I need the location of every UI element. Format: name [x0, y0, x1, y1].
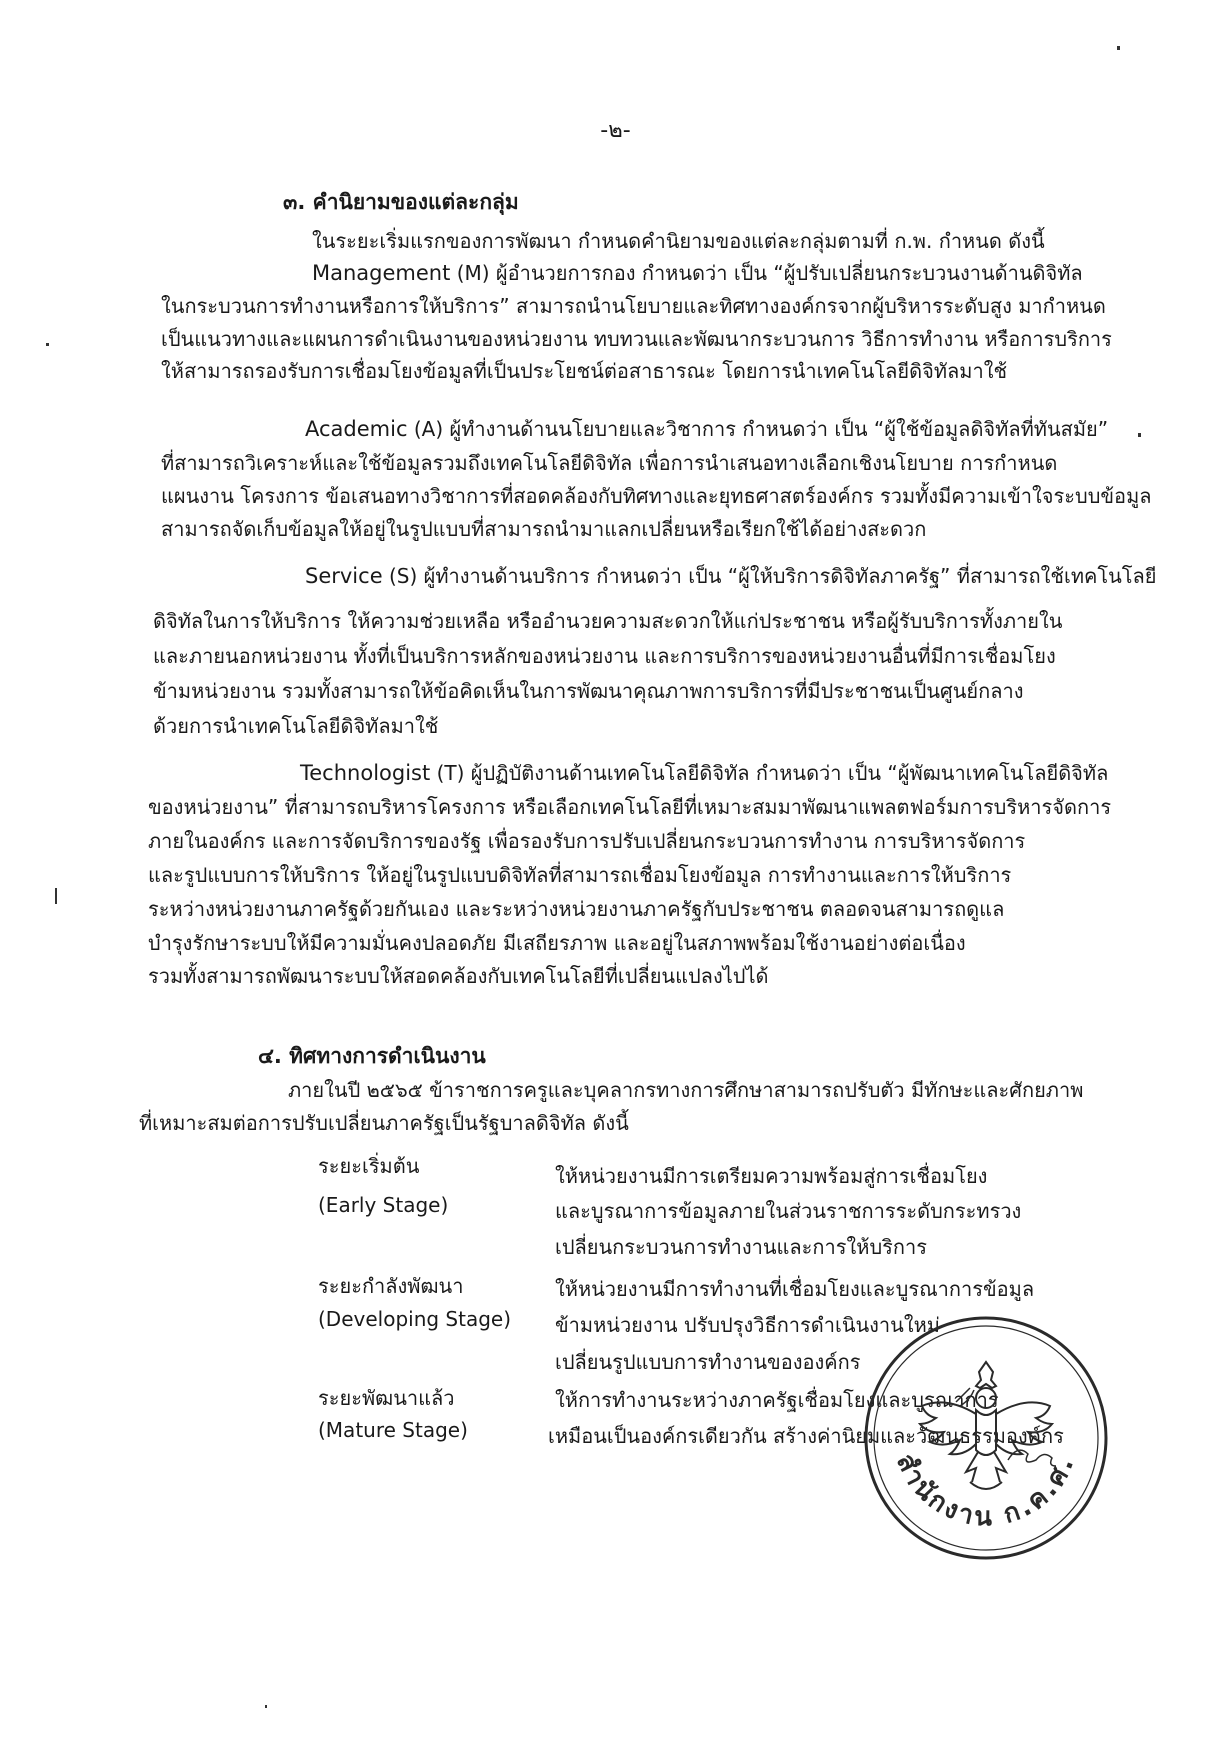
- section-4-intro-line-1: ภายในปี ๒๕๖๕ ข้าราชการครูและบุคลากรทางการศึกษาสามารถปรับตัว มีทักษะและศักยภาพ: [288, 1078, 1084, 1102]
- service-line-4: ข้ามหน่วยงาน รวมทั้งสามารถให้ข้อคิดเห็นในการพัฒนาคุณภาพการบริการที่มีประชาชนเป็นศูนย์กลาง: [153, 679, 1024, 703]
- section-3-intro: ในระยะเริ่มแรกของการพัฒนา กำหนดคำนิยามของแต่ละกลุ่มตามที่ ก.พ. กำหนด ดังนี้: [312, 229, 1045, 253]
- service-line-2: ดิจิทัลในการให้บริการ ให้ความช่วยเหลือ หรืออำนวยความสะดวกให้แก่ประชาชน หรือผู้รับบริการทั้งภายใน: [153, 609, 1063, 633]
- scan-speck: [1138, 433, 1141, 437]
- technologist-line-5: ระหว่างหน่วยงานภาครัฐด้วยกันเอง และระหว่างหน่วยงานภาครัฐกับประชาชน ตลอดจนสามารถดูแล: [148, 897, 1005, 921]
- management-line-2: ในกระบวนการทำงานหรือการให้บริการ” สามารถนำนโยบายและทิศทางองค์กรจากผู้บริหารระดับสูง มากำหนด: [161, 294, 1106, 318]
- stage-mature-label: ระยะพัฒนาแล้ว: [318, 1386, 455, 1410]
- svg-text:สำนักงาน ก.ค.ศ.: สำนักงาน ก.ค.ศ.: [890, 1449, 1082, 1533]
- stage-mature-en: (Mature Stage): [318, 1418, 468, 1442]
- service-line-3: และภายนอกหน่วยงาน ทั้งที่เป็นบริการหลักของหน่วยงาน และการบริการของหน่วยงานอื่นที่มีการเชื่อมโยง: [153, 644, 1056, 668]
- management-line-3: เป็นแนวทางและแผนการดำเนินงานของหน่วยงาน ทบทวนและพัฒนากระบวนการ วิธีการทำงาน หรือการบริการ: [161, 327, 1112, 351]
- academic-term: Academic: [305, 417, 408, 441]
- technologist-term: Technologist: [300, 761, 431, 785]
- management-term: Management: [312, 261, 451, 285]
- scan-speck: [265, 1705, 267, 1708]
- stage-early-desc-3: เปลี่ยนกระบวนการทำงานและการให้บริการ: [555, 1235, 927, 1259]
- section-4-title: ๔. ทิศทางการดำเนินงาน: [258, 1044, 486, 1068]
- technologist-line-3: ภายในองค์กร และการจัดบริการของรัฐ เพื่อรองรับการปรับเปลี่ยนกระบวนการทำงาน การบริหารจัดการ: [148, 829, 1026, 853]
- stage-early-desc-2: และบูรณาการข้อมูลภายในส่วนราชการระดับกระทรวง: [555, 1199, 1022, 1223]
- academic-line-3: แผนงาน โครงการ ข้อเสนอทางวิชาการที่สอดคล้องกับทิศทางและยุทธศาสตร์องค์กร รวมทั้งมีความเข้าใจระบบข้อมูล: [161, 484, 1152, 508]
- technologist-line-4: และรูปแบบการให้บริการ ให้อยู่ในรูปแบบดิจิทัลที่สามารถเชื่อมโยงข้อมูล การทำงานและการให้บริการ: [148, 863, 1012, 887]
- page-number: -๒-: [600, 118, 631, 143]
- stage-developing-desc-1: ให้หน่วยงานมีการทำงานที่เชื่อมโยงและบูรณาการข้อมูล: [555, 1277, 1035, 1301]
- section-4-intro-line-2: ที่เหมาะสมต่อการปรับเปลี่ยนภาครัฐเป็นรัฐบาลดิจิทัล ดังนี้: [139, 1111, 629, 1135]
- stage-mature-desc-1: ให้การทำงานระหว่างภาครัฐเชื่อมโยงและบูรณาการ: [555, 1388, 999, 1412]
- service-line-1: Service (S) ผู้ทำงานด้านบริการ กำหนดว่า เป็น “ผู้ให้บริการดิจิทัลภาครัฐ” ที่สามารถใช้เทคโนโลยี: [305, 564, 1157, 588]
- garuda-seal-icon: [858, 1310, 1114, 1566]
- stage-developing-desc-2: ข้ามหน่วยงาน ปรับปรุงวิธีการดำเนินงานใหม่: [555, 1313, 940, 1337]
- academic-line-1: Academic (A) ผู้ทำงานด้านนโยบายและวิชาการ กำหนดว่า เป็น “ผู้ใช้ข้อมูลดิจิทัลที่ทันสมัย”: [305, 417, 1109, 441]
- technologist-line-7: รวมทั้งสามารถพัฒนาระบบให้สอดคล้องกับเทคโนโลยีที่เปลี่ยนแปลงไปได้: [148, 964, 769, 988]
- technologist-line-6: บำรุงรักษาระบบให้มีความมั่นคงปลอดภัย มีเสถียรภาพ และอยู่ในสภาพพร้อมใช้งานอย่างต่อเนื่อง: [148, 931, 966, 955]
- technologist-line-2: ของหน่วยงาน” ที่สามารถบริหารโครงการ หรือเลือกเทคโนโลยีที่เหมาะสมมาพัฒนาแพลตฟอร์มการบริหารจัดการ: [148, 795, 1112, 819]
- scan-speck: [46, 343, 49, 346]
- service-term: Service: [305, 564, 383, 588]
- stage-developing-desc-3: เปลี่ยนรูปแบบการทำงานขององค์กร: [555, 1350, 861, 1374]
- section-3-title: ๓. คำนิยามของแต่ละกลุ่ม: [283, 190, 519, 214]
- management-line-1: Management (M) ผู้อำนวยการกอง กำหนดว่า เป็น “ผู้ปรับเปลี่ยนกระบวนงานด้านดิจิทัล: [312, 261, 1083, 285]
- technologist-line-1: Technologist (T) ผู้ปฏิบัติงานด้านเทคโนโลยีดิจิทัล กำหนดว่า เป็น “ผู้พัฒนาเทคโนโลยีดิจิทัล: [300, 761, 1109, 785]
- academic-line-4: สามารถจัดเก็บข้อมูลให้อยู่ในรูปแบบที่สามารถนำมาแลกเปลี่ยนหรือเรียกใช้ได้อย่างสะดวก: [161, 517, 927, 541]
- service-line-5: ด้วยการนำเทคโนโลยีดิจิทัลมาใช้: [153, 714, 439, 738]
- academic-line-2: ที่สามารถวิเคราะห์และใช้ข้อมูลรวมถึงเทคโนโลยีดิจิทัล เพื่อการนำเสนอทางเลือกเชิงนโยบาย การกำหนด: [161, 451, 1058, 475]
- stage-developing-label: ระยะกำลังพัฒนา: [318, 1274, 464, 1298]
- scan-speck: [1117, 46, 1120, 50]
- scan-speck: [55, 888, 57, 904]
- stage-early-desc-1: ให้หน่วยงานมีการเตรียมความพร้อมสู่การเชื่อมโยง: [555, 1164, 988, 1188]
- stage-early-label: ระยะเริ่มต้น: [318, 1154, 420, 1178]
- stage-early-en: (Early Stage): [318, 1193, 449, 1217]
- management-line-4: ให้สามารถรองรับการเชื่อมโยงข้อมูลที่เป็นประโยชน์ต่อสาธารณะ โดยการนำเทคโนโลยีดิจิทัลมาใช้: [161, 359, 1008, 383]
- stage-developing-en: (Developing Stage): [318, 1307, 512, 1331]
- stage-mature-desc-2: เหมือนเป็นองค์กรเดียวกัน สร้างค่านิยมและวัฒนธรรมองค์กร: [548, 1424, 1064, 1448]
